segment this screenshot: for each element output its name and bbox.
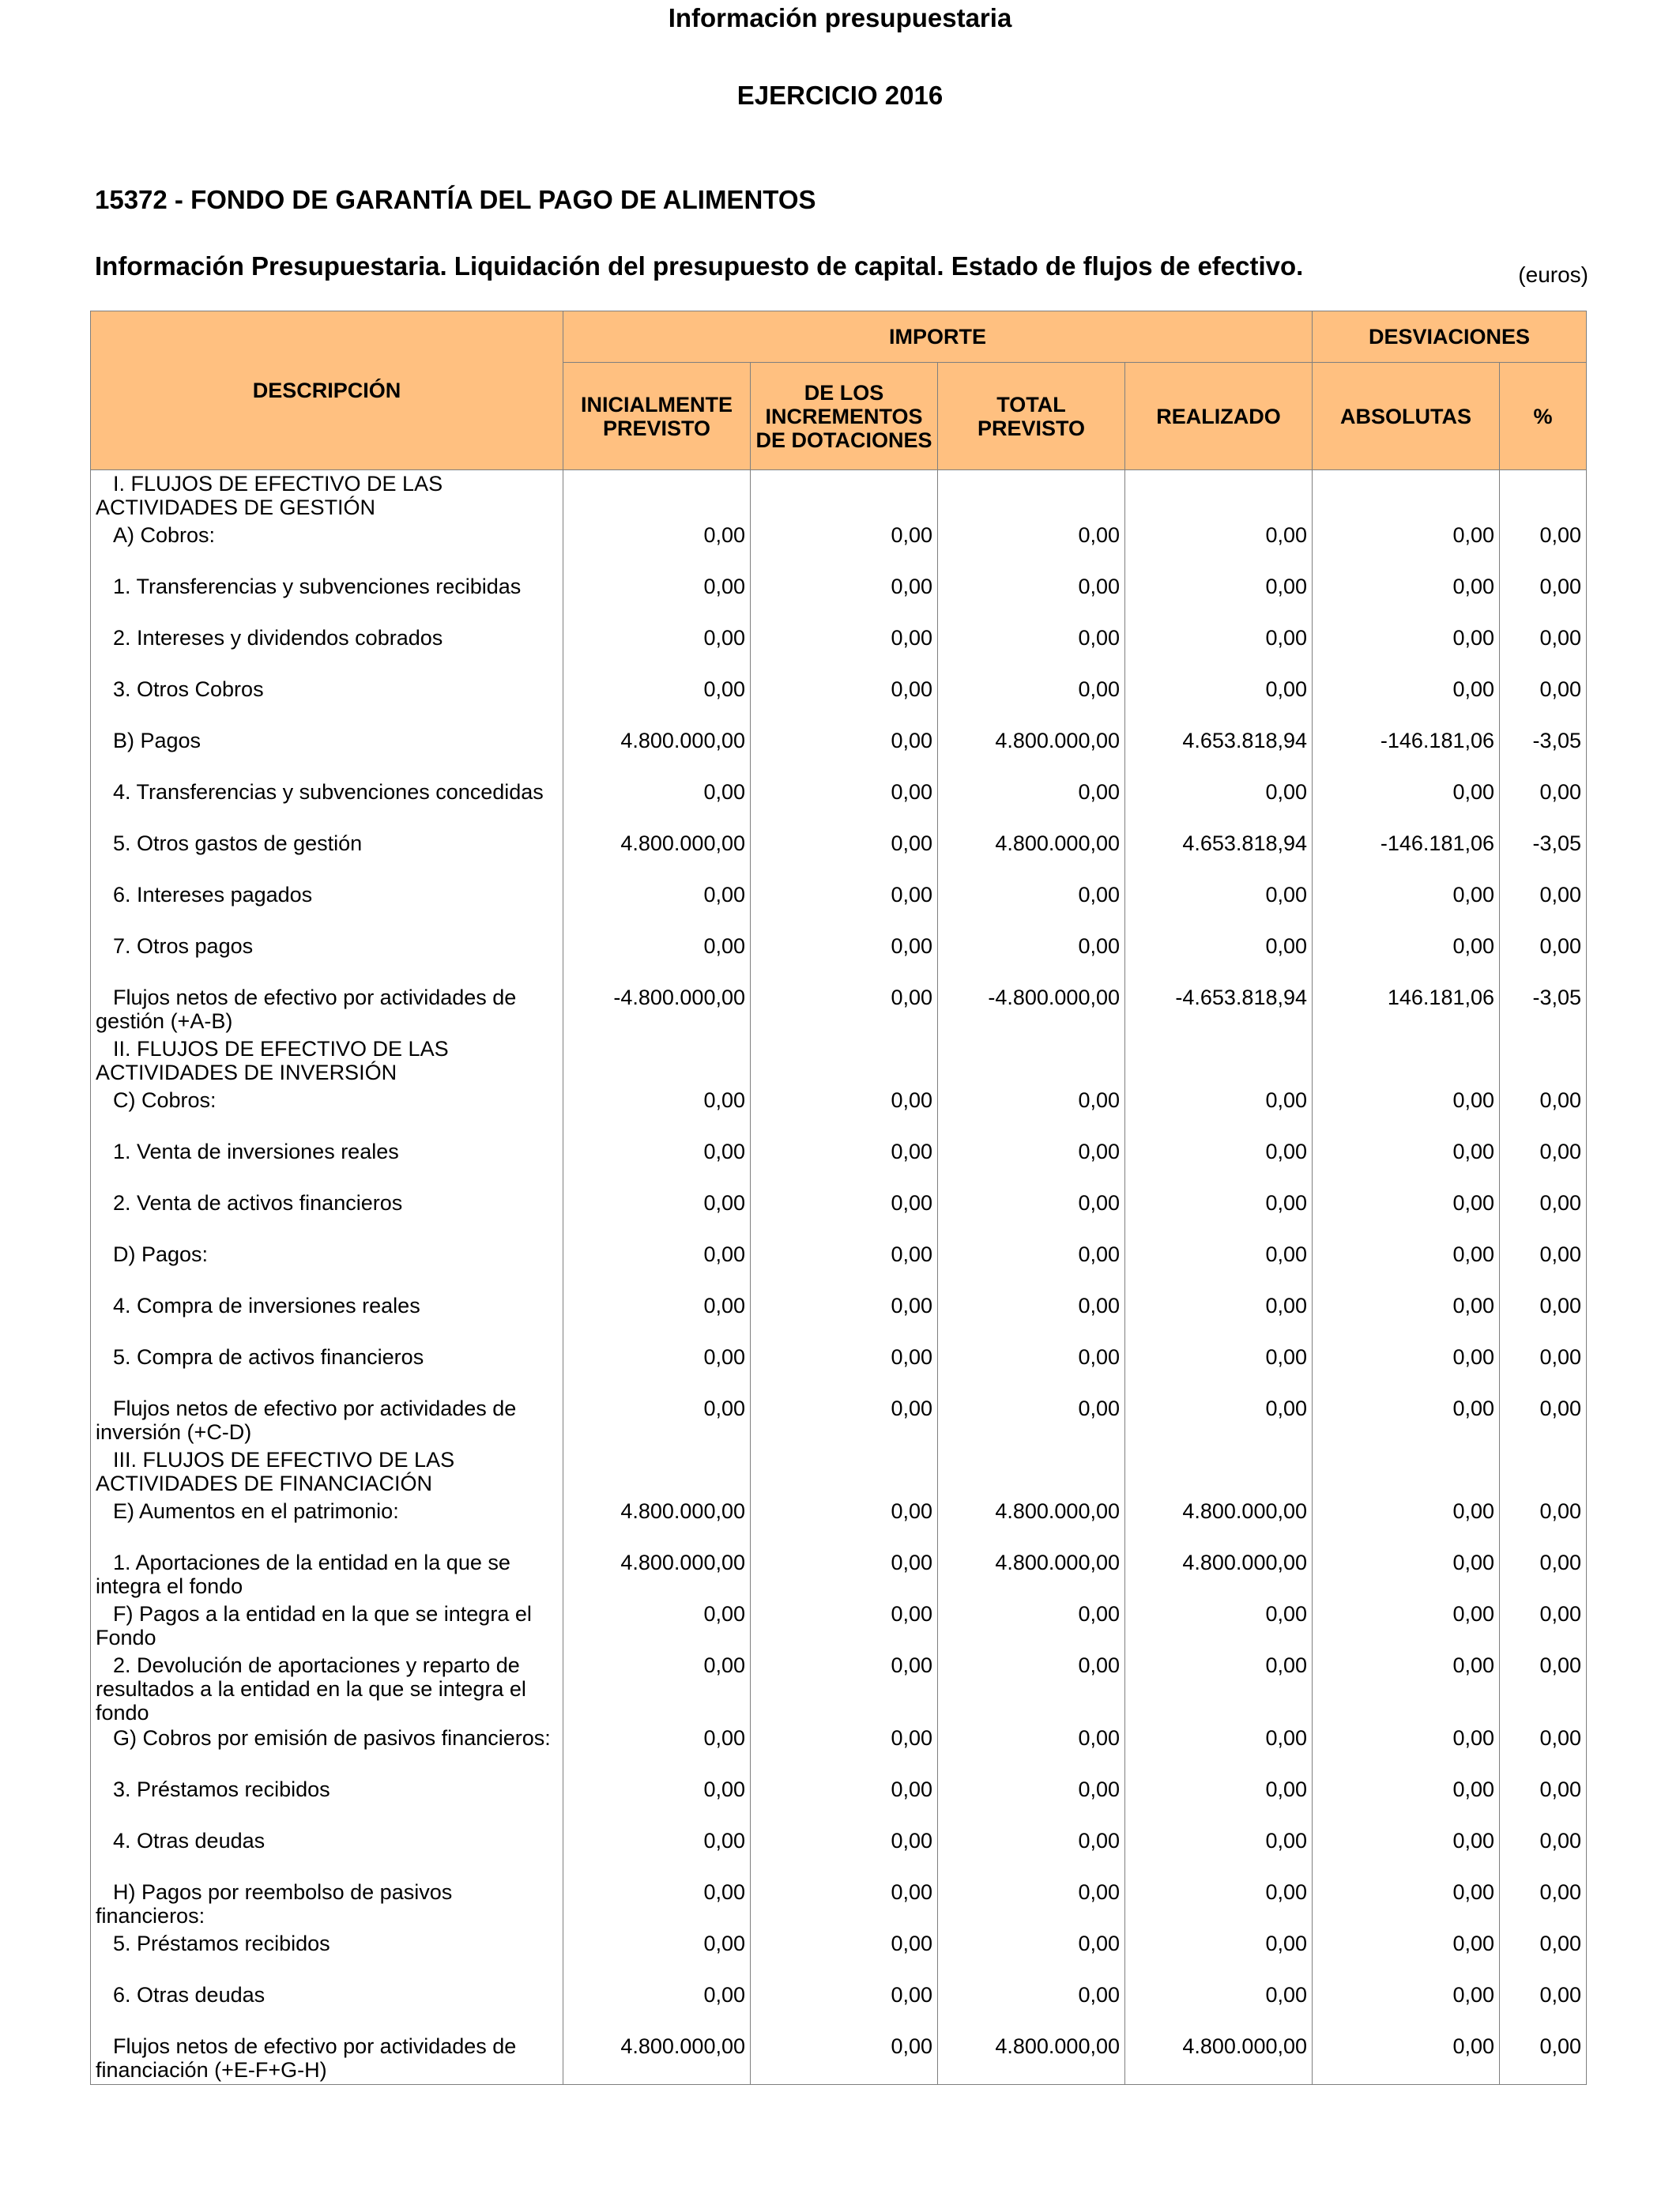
header-porcentaje: % (1500, 363, 1587, 470)
row-value: 0,00 (1500, 522, 1587, 573)
row-value: -4.800.000,00 (938, 984, 1125, 1035)
row-description (91, 470, 563, 522)
row-value: 0,00 (1313, 1292, 1500, 1344)
row-value: 0,00 (1125, 1652, 1313, 1725)
row-description (91, 1652, 563, 1725)
row-value: 4.800.000,00 (938, 830, 1125, 881)
row-label: 7. Otros pagos (113, 934, 254, 958)
row-value: 0,00 (563, 1981, 751, 2033)
row-value: 0,00 (938, 1395, 1125, 1446)
row-value: 0,00 (1125, 881, 1313, 933)
row-value: 0,00 (938, 522, 1125, 573)
row-value: 0,00 (751, 573, 938, 624)
row-value: 0,00 (1313, 1725, 1500, 1776)
row-value: -3,05 (1500, 830, 1587, 881)
row-value: 0,00 (1500, 1087, 1587, 1138)
row-value: 0,00 (938, 933, 1125, 984)
row-value: 0,00 (751, 1600, 938, 1652)
row-value: 0,00 (1500, 1981, 1587, 2033)
row-value: 0,00 (751, 676, 938, 727)
row-value (938, 1446, 1125, 1498)
row-value (563, 1035, 751, 1087)
row-value: 0,00 (1500, 1725, 1587, 1776)
header-realizado: REALIZADO (1125, 363, 1313, 470)
row-value: 4.800.000,00 (563, 830, 751, 881)
row-label: F) Pagos a la entidad en la que se integra el Fondo (96, 1602, 532, 1649)
row-label: A) Cobros: (113, 523, 216, 547)
header-descripcion: DESCRIPCIÓN (91, 311, 563, 470)
table-row (91, 1292, 1587, 1344)
row-value: 0,00 (751, 1827, 938, 1879)
row-value: 0,00 (751, 1725, 938, 1776)
row-value: 4.800.000,00 (563, 1549, 751, 1600)
fiscal-year: EJERCICIO 2016 (736, 81, 944, 110)
row-value: 0,00 (751, 1879, 938, 1930)
row-value: 0,00 (938, 1600, 1125, 1652)
row-value: 0,00 (1313, 1344, 1500, 1395)
row-value: 0,00 (1500, 778, 1587, 830)
row-value: 0,00 (1313, 522, 1500, 573)
row-value: 0,00 (1313, 1930, 1500, 1981)
row-value: 0,00 (1500, 1138, 1587, 1189)
header-desviaciones: DESVIACIONES (1313, 311, 1587, 363)
row-value (1313, 470, 1500, 522)
row-value: -3,05 (1500, 984, 1587, 1035)
row-value: 0,00 (1125, 1292, 1313, 1344)
row-value: 0,00 (751, 1395, 938, 1446)
row-description (91, 1138, 563, 1189)
row-description (91, 1498, 563, 1549)
row-value: 0,00 (751, 1549, 938, 1600)
row-value: 0,00 (1125, 522, 1313, 573)
row-value: 0,00 (938, 778, 1125, 830)
row-value: 0,00 (1500, 1879, 1587, 1930)
row-value: 0,00 (751, 1087, 938, 1138)
row-value: 0,00 (1125, 933, 1313, 984)
row-description (91, 1549, 563, 1600)
row-value: 0,00 (1125, 1827, 1313, 1879)
row-value: -4.653.818,94 (1125, 984, 1313, 1035)
table-row (91, 933, 1587, 984)
row-value (1313, 1446, 1500, 1498)
row-value: 0,00 (1500, 1395, 1587, 1446)
row-value: 4.800.000,00 (1125, 1549, 1313, 1600)
row-label: 1. Venta de inversiones reales (113, 1140, 399, 1163)
row-value: 0,00 (751, 727, 938, 778)
row-value: 0,00 (751, 1292, 938, 1344)
row-value: 0,00 (1313, 933, 1500, 984)
row-value (938, 1035, 1125, 1087)
table-row (91, 1344, 1587, 1395)
row-value: 0,00 (1313, 1189, 1500, 1241)
row-value: -4.800.000,00 (563, 984, 751, 1035)
row-value: 0,00 (1500, 933, 1587, 984)
row-label: 1. Transferencias y subvenciones recibidas (113, 575, 522, 598)
row-value: 0,00 (938, 1138, 1125, 1189)
row-value: 0,00 (938, 1087, 1125, 1138)
row-value: 146.181,06 (1313, 984, 1500, 1035)
row-value: 0,00 (1500, 676, 1587, 727)
row-label: E) Aumentos en el patrimonio: (113, 1499, 399, 1523)
entity-name: 15372 - FONDO DE GARANTÍA DEL PAGO DE ALIMENTOS (95, 185, 816, 214)
row-value: 4.800.000,00 (938, 727, 1125, 778)
row-value: 0,00 (1500, 1930, 1587, 1981)
row-value: 0,00 (563, 1087, 751, 1138)
table-row (91, 1981, 1587, 2033)
row-value: 0,00 (1500, 1241, 1587, 1292)
row-value: 0,00 (1313, 676, 1500, 727)
table-row (91, 676, 1587, 727)
row-value: 0,00 (1313, 2033, 1500, 2085)
row-value: 0,00 (938, 1652, 1125, 1725)
row-value: 0,00 (563, 522, 751, 573)
row-value: 0,00 (1313, 778, 1500, 830)
row-value: 0,00 (1500, 1344, 1587, 1395)
row-value: 0,00 (563, 624, 751, 676)
row-value: 0,00 (751, 1776, 938, 1827)
row-value: 0,00 (751, 1930, 938, 1981)
table-row (91, 1930, 1587, 1981)
row-value: 0,00 (1313, 881, 1500, 933)
row-value: 0,00 (1313, 1827, 1500, 1879)
table-row (91, 830, 1587, 881)
row-description (91, 1827, 563, 1879)
row-value: 4.653.818,94 (1125, 830, 1313, 881)
table-row (91, 2033, 1587, 2085)
row-value: 4.800.000,00 (938, 1498, 1125, 1549)
row-label: 3. Préstamos recibidos (113, 1777, 330, 1801)
row-value (1125, 470, 1313, 522)
row-value: 0,00 (1500, 1292, 1587, 1344)
table-row (91, 1725, 1587, 1776)
row-description (91, 1189, 563, 1241)
row-value: 4.800.000,00 (1125, 2033, 1313, 2085)
table-row (91, 1189, 1587, 1241)
report-subtitle: Información Presupuestaria. Liquidación del presupuesto de capital. Estado de flujos de efectivo. (95, 251, 1304, 281)
row-value: 0,00 (1313, 1981, 1500, 2033)
row-value: 0,00 (938, 624, 1125, 676)
row-value: 0,00 (1313, 624, 1500, 676)
row-value: 0,00 (1125, 1189, 1313, 1241)
row-label: Flujos netos de efectivo por actividades de gestión (+A-B) (96, 986, 517, 1033)
row-value: 0,00 (1500, 1827, 1587, 1879)
row-description (91, 1776, 563, 1827)
row-value: 0,00 (1500, 1600, 1587, 1652)
row-description (91, 624, 563, 676)
row-label: 5. Préstamos recibidos (113, 1932, 330, 1955)
row-label: H) Pagos por reembolso de pasivos financieros: (96, 1880, 453, 1928)
row-value (563, 470, 751, 522)
row-label: III. FLUJOS DE EFECTIVO DE LAS ACTIVIDADES DE FINANCIACIÓN (96, 1448, 455, 1495)
row-description (91, 727, 563, 778)
row-value: 0,00 (1313, 573, 1500, 624)
row-description (91, 1395, 563, 1446)
header-absolutas: ABSOLUTAS (1313, 363, 1500, 470)
row-value: 0,00 (1125, 1087, 1313, 1138)
row-value: 0,00 (1500, 573, 1587, 624)
row-value: 0,00 (1500, 1498, 1587, 1549)
row-value: 0,00 (1125, 1344, 1313, 1395)
table-row (91, 984, 1587, 1035)
row-label: 3. Otros Cobros (113, 677, 264, 701)
row-value: 0,00 (563, 1776, 751, 1827)
row-label: 6. Otras deudas (113, 1983, 266, 2007)
row-description (91, 1087, 563, 1138)
row-value (751, 1035, 938, 1087)
row-value: 4.800.000,00 (563, 2033, 751, 2085)
row-description (91, 881, 563, 933)
row-value (1500, 1035, 1587, 1087)
row-value: 0,00 (563, 1930, 751, 1981)
row-value: -146.181,06 (1313, 830, 1500, 881)
row-value: 0,00 (1500, 1776, 1587, 1827)
row-description (91, 1981, 563, 2033)
row-value (751, 470, 938, 522)
row-value: 0,00 (1500, 624, 1587, 676)
table-row (91, 1446, 1587, 1498)
row-value: 0,00 (1500, 1652, 1587, 1725)
table-row (91, 522, 1587, 573)
table-row (91, 573, 1587, 624)
table-row (91, 1549, 1587, 1600)
row-value: 0,00 (1500, 881, 1587, 933)
row-value: 0,00 (751, 2033, 938, 2085)
row-value: 0,00 (563, 1879, 751, 1930)
row-description (91, 778, 563, 830)
table-row (91, 1395, 1587, 1446)
row-value: 0,00 (1125, 778, 1313, 830)
row-label: 5. Otros gastos de gestión (113, 831, 363, 855)
row-value: 0,00 (563, 1827, 751, 1879)
row-label: 2. Devolución de aportaciones y reparto de resultados a la entidad en la que se integra el fondo (96, 1653, 526, 1725)
table-row (91, 1498, 1587, 1549)
table-row (91, 1600, 1587, 1652)
row-value (1500, 1446, 1587, 1498)
table-row (91, 1776, 1587, 1827)
table-row (91, 1827, 1587, 1879)
row-value: 0,00 (1500, 1189, 1587, 1241)
row-value: 0,00 (563, 1395, 751, 1446)
row-label: 2. Intereses y dividendos cobrados (113, 626, 443, 650)
table-row (91, 778, 1587, 830)
row-description (91, 1292, 563, 1344)
row-label: 6. Intereses pagados (113, 883, 313, 907)
row-value: 4.800.000,00 (938, 2033, 1125, 2085)
row-label: 4. Transferencias y subvenciones concedidas (113, 780, 544, 804)
table-row (91, 1138, 1587, 1189)
row-description (91, 1725, 563, 1776)
row-value: 0,00 (1313, 1395, 1500, 1446)
row-value: 0,00 (1125, 1930, 1313, 1981)
row-value: 0,00 (751, 933, 938, 984)
row-value: 0,00 (563, 1344, 751, 1395)
table-row (91, 881, 1587, 933)
row-value: 0,00 (751, 1344, 938, 1395)
row-value: 0,00 (751, 1498, 938, 1549)
row-value (751, 1446, 938, 1498)
row-value: 0,00 (1125, 1138, 1313, 1189)
row-value: 0,00 (938, 1292, 1125, 1344)
row-value: 0,00 (1313, 1879, 1500, 1930)
row-description (91, 984, 563, 1035)
row-description (91, 522, 563, 573)
row-value: 0,00 (1125, 1600, 1313, 1652)
row-description (91, 676, 563, 727)
row-value: 0,00 (563, 1600, 751, 1652)
row-label: Flujos netos de efectivo por actividades de inversión (+C-D) (96, 1397, 517, 1444)
row-label: 5. Compra de activos financieros (113, 1345, 424, 1369)
row-value: 0,00 (563, 573, 751, 624)
row-value: 0,00 (938, 1776, 1125, 1827)
row-value: 0,00 (751, 1241, 938, 1292)
row-value (1125, 1446, 1313, 1498)
row-value: 0,00 (1313, 1600, 1500, 1652)
row-value: 0,00 (1500, 2033, 1587, 2085)
row-value: 0,00 (751, 624, 938, 676)
row-label: B) Pagos (113, 729, 202, 752)
row-value (1313, 1035, 1500, 1087)
row-label: I. FLUJOS DE EFECTIVO DE LAS ACTIVIDADES DE GESTIÓN (96, 472, 443, 519)
row-value: 0,00 (938, 1981, 1125, 2033)
row-label: D) Pagos: (113, 1242, 209, 1266)
row-description (91, 1879, 563, 1930)
row-value: -3,05 (1500, 727, 1587, 778)
table-row (91, 1035, 1587, 1087)
row-value: 4.653.818,94 (1125, 727, 1313, 778)
row-value: 0,00 (1125, 573, 1313, 624)
row-value: 0,00 (938, 1725, 1125, 1776)
table-row (91, 1241, 1587, 1292)
row-value: 0,00 (751, 1138, 938, 1189)
row-value: 0,00 (938, 1241, 1125, 1292)
table-row (91, 1087, 1587, 1138)
row-value: 0,00 (938, 881, 1125, 933)
row-value: 0,00 (938, 1879, 1125, 1930)
row-value: 0,00 (1125, 624, 1313, 676)
cash-flow-table (90, 311, 1587, 2085)
row-value: 0,00 (563, 1241, 751, 1292)
table-row (91, 624, 1587, 676)
row-value: 0,00 (563, 933, 751, 984)
row-label: 1. Aportaciones de la entidad en la que se integra el fondo (96, 1551, 510, 1598)
row-value: -146.181,06 (1313, 727, 1500, 778)
table-row (91, 1879, 1587, 1930)
row-value: 0,00 (751, 881, 938, 933)
row-description (91, 1600, 563, 1652)
row-value: 0,00 (751, 522, 938, 573)
row-value (1125, 1035, 1313, 1087)
row-value: 0,00 (1125, 676, 1313, 727)
row-description (91, 1344, 563, 1395)
row-value: 0,00 (1125, 1879, 1313, 1930)
row-value: 0,00 (563, 1292, 751, 1344)
currency-units: (euros) (1518, 262, 1588, 287)
table-row (91, 1652, 1587, 1725)
row-label: C) Cobros: (113, 1088, 217, 1112)
row-value: 0,00 (751, 778, 938, 830)
row-value: 0,00 (1313, 1241, 1500, 1292)
row-value: 0,00 (1125, 1725, 1313, 1776)
row-value: 0,00 (751, 984, 938, 1035)
row-value: 0,00 (938, 1189, 1125, 1241)
row-value: 4.800.000,00 (563, 727, 751, 778)
row-value: 0,00 (1125, 1241, 1313, 1292)
row-value: 0,00 (563, 676, 751, 727)
row-value: 0,00 (563, 1652, 751, 1725)
row-value: 4.800.000,00 (938, 1549, 1125, 1600)
row-value: 0,00 (1500, 1549, 1587, 1600)
row-value: 0,00 (563, 1138, 751, 1189)
row-value: 0,00 (1125, 1395, 1313, 1446)
row-description (91, 830, 563, 881)
row-label: G) Cobros por emisión de pasivos financieros: (113, 1726, 551, 1750)
table-row (91, 470, 1587, 522)
row-label: 4. Otras deudas (113, 1829, 266, 1853)
header-inicialmente-previsto: INICIALMENTE PREVISTO (563, 363, 751, 470)
row-description (91, 1241, 563, 1292)
row-value: 0,00 (563, 1189, 751, 1241)
row-description (91, 1035, 563, 1087)
row-value: 4.800.000,00 (563, 1498, 751, 1549)
row-description (91, 573, 563, 624)
row-value: 0,00 (938, 1827, 1125, 1879)
row-value: 0,00 (1125, 1981, 1313, 2033)
row-value: 0,00 (751, 1189, 938, 1241)
row-value (563, 1446, 751, 1498)
row-label: 2. Venta de activos financieros (113, 1191, 403, 1215)
row-value: 0,00 (1313, 1138, 1500, 1189)
row-description (91, 933, 563, 984)
row-value: 0,00 (1313, 1652, 1500, 1725)
row-description (91, 1930, 563, 1981)
row-value: 0,00 (751, 1652, 938, 1725)
row-value: 0,00 (1125, 1776, 1313, 1827)
row-label: Flujos netos de efectivo por actividades de financiación (+E-F+G-H) (96, 2034, 517, 2082)
row-value: 0,00 (751, 1981, 938, 2033)
row-value (938, 470, 1125, 522)
row-value: 0,00 (1313, 1549, 1500, 1600)
row-label: 4. Compra de inversiones reales (113, 1294, 420, 1318)
row-value: 0,00 (563, 1725, 751, 1776)
row-description (91, 1446, 563, 1498)
row-value: 0,00 (938, 573, 1125, 624)
row-value: 0,00 (751, 830, 938, 881)
row-description (91, 2033, 563, 2085)
row-value: 0,00 (938, 1930, 1125, 1981)
page-title: Información presupuestaria (668, 3, 1012, 32)
header-total-previsto: TOTAL PREVISTO (938, 363, 1125, 470)
row-value: 4.800.000,00 (1125, 1498, 1313, 1549)
table-row (91, 727, 1587, 778)
row-value: 0,00 (1313, 1776, 1500, 1827)
row-value: 0,00 (563, 778, 751, 830)
row-value: 0,00 (1313, 1087, 1500, 1138)
header-incrementos: DE LOS INCREMENTOS DE DOTACIONES (751, 363, 938, 470)
row-value (1500, 470, 1587, 522)
header-importe: IMPORTE (563, 311, 1313, 363)
row-value: 0,00 (938, 676, 1125, 727)
row-value: 0,00 (938, 1344, 1125, 1395)
row-value: 0,00 (1313, 1498, 1500, 1549)
row-value: 0,00 (563, 881, 751, 933)
row-label: II. FLUJOS DE EFECTIVO DE LAS ACTIVIDADES DE INVERSIÓN (96, 1037, 449, 1084)
